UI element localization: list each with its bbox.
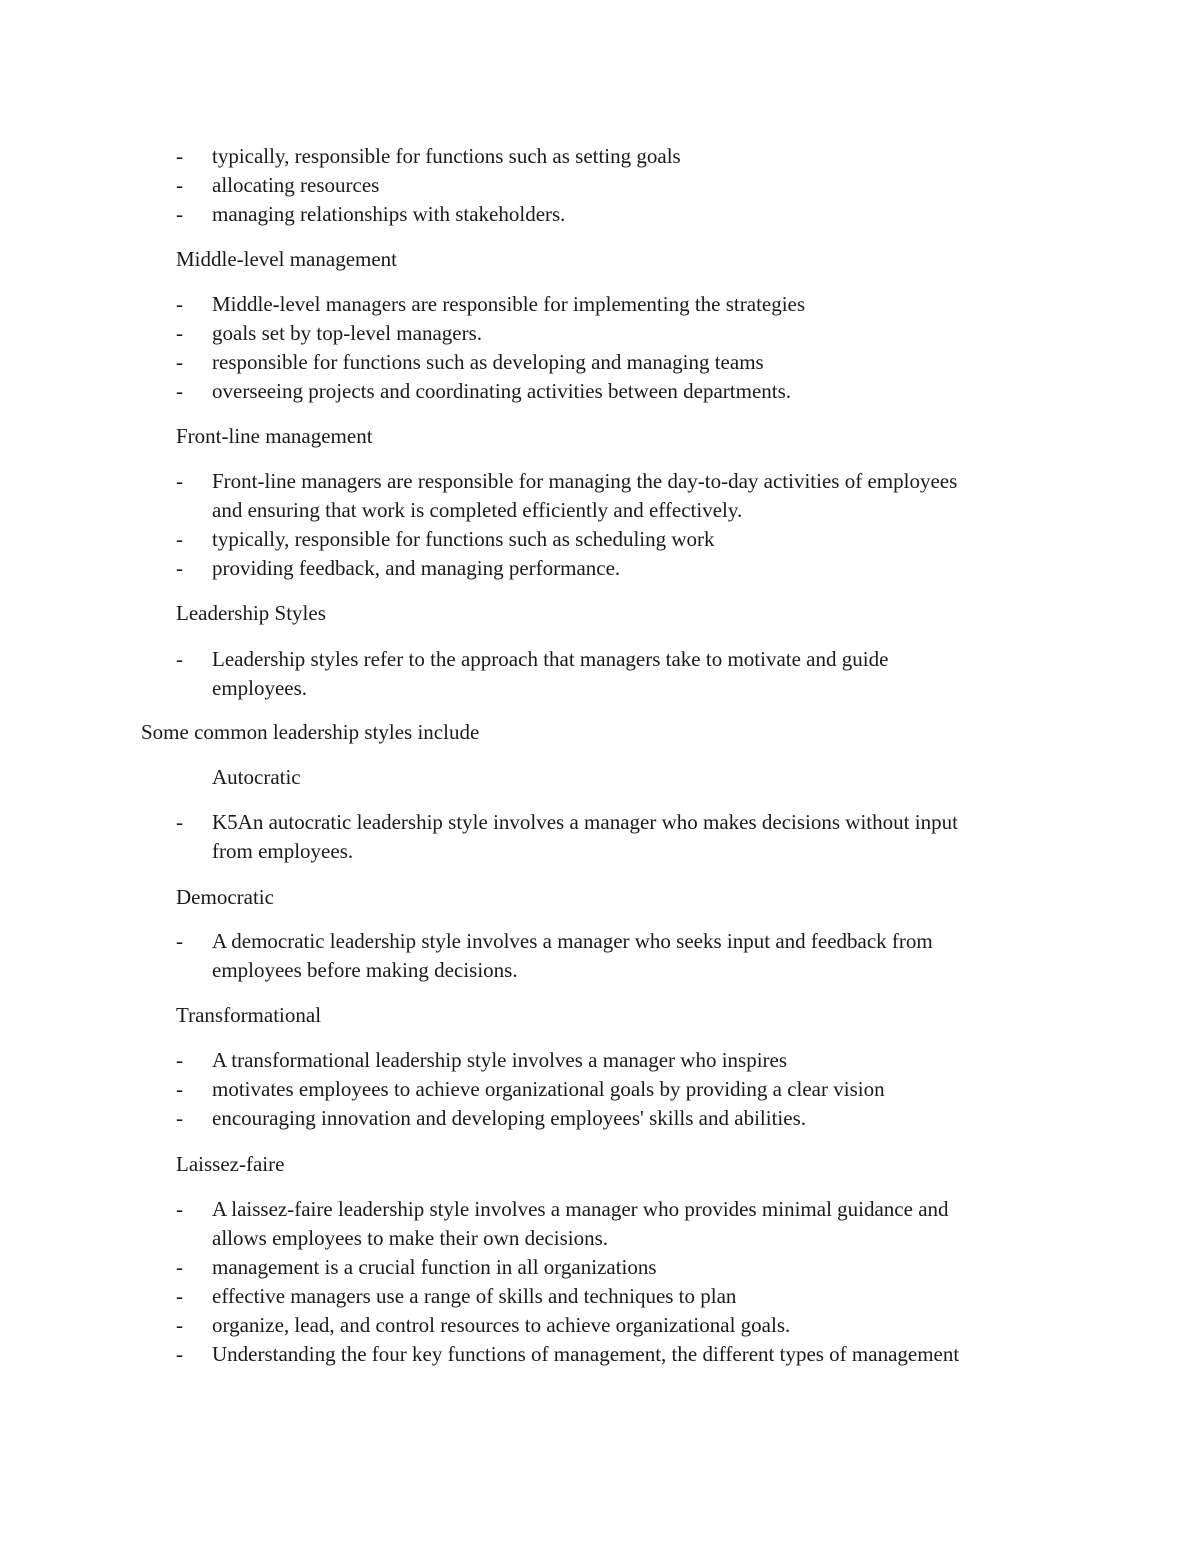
list-item-text: allows employees to make their own decisions.: [212, 1226, 608, 1250]
list-item-text: overseeing projects and coordinating activities between departments.: [212, 379, 792, 403]
list-item: [176, 319, 1076, 348]
bullet-list: [176, 467, 1076, 583]
list-item-text: Front-line managers are responsible for managing the day-to-day activities of employees: [212, 469, 958, 493]
list-item: [176, 1046, 1076, 1075]
dash-bullet-icon: -: [176, 810, 183, 834]
list-item-text: Middle-level managers are responsible for implementing the strategies: [212, 292, 806, 316]
dash-bullet-icon: -: [176, 379, 183, 403]
list-item: [176, 467, 1076, 525]
list-item-text: providing feedback, and managing performance.: [212, 556, 621, 580]
list-item-text: K5An autocratic leadership style involves a manager who makes decisions without input: [212, 810, 958, 834]
section-heading-front-line: Front-line management: [176, 424, 373, 448]
list-item-text: Understanding the four key functions of management, the different types of management: [212, 1342, 960, 1366]
bullet-list: [176, 808, 1076, 866]
dash-bullet-icon: -: [176, 527, 183, 551]
list-item-text: employees before making decisions.: [212, 958, 518, 982]
section-heading-leadership-styles: Leadership Styles: [176, 601, 326, 625]
dash-bullet-icon: -: [176, 647, 183, 671]
list-item-text: A laissez-faire leadership style involves a manager who provides minimal guidance and: [212, 1197, 949, 1221]
dash-bullet-icon: -: [176, 173, 183, 197]
section-heading-middle-level: Middle-level management: [176, 247, 398, 271]
dash-bullet-icon: -: [176, 469, 183, 493]
list-item: [176, 200, 1076, 229]
list-item: [176, 645, 1076, 703]
list-item: [176, 1075, 1076, 1104]
list-item-text: A transformational leadership style involves a manager who inspires: [212, 1048, 788, 1072]
list-item: [176, 927, 1076, 985]
dash-bullet-icon: -: [176, 1077, 183, 1101]
dash-bullet-icon: -: [176, 144, 183, 168]
dash-bullet-icon: -: [176, 321, 183, 345]
dash-bullet-icon: -: [176, 929, 183, 953]
section-heading-transformational: Transformational: [176, 1003, 322, 1027]
list-item-text: typically, responsible for functions such as scheduling work: [212, 527, 715, 551]
list-item: [176, 1340, 1076, 1369]
list-item-text: motivates employees to achieve organizational goals by providing a clear vision: [212, 1077, 885, 1101]
dash-bullet-icon: -: [176, 292, 183, 316]
list-item-text: goals set by top-level managers.: [212, 321, 483, 345]
list-item: [176, 1282, 1076, 1311]
bullet-list: [176, 927, 1076, 985]
bullet-list: [176, 645, 1076, 703]
list-item: [176, 1195, 1076, 1253]
list-item: [176, 377, 1076, 406]
list-item-text: allocating resources: [212, 173, 380, 197]
list-item: [176, 808, 1076, 866]
dash-bullet-icon: -: [176, 1284, 183, 1308]
bullet-list: [176, 1195, 1076, 1369]
list-item-text: employees.: [212, 676, 308, 700]
list-item-text: typically, responsible for functions such as setting goals: [212, 144, 681, 168]
section-heading-common-styles: Some common leadership styles include: [141, 720, 480, 744]
dash-bullet-icon: -: [176, 350, 183, 374]
dash-bullet-icon: -: [176, 1313, 183, 1337]
list-item-text: organize, lead, and control resources to achieve organizational goals.: [212, 1313, 791, 1337]
bullet-list: [176, 1046, 1076, 1133]
dash-bullet-icon: -: [176, 556, 183, 580]
list-item: [176, 554, 1076, 583]
dash-bullet-icon: -: [176, 1197, 183, 1221]
list-item: [176, 142, 1076, 171]
list-item: [176, 1253, 1076, 1282]
list-item-text: encouraging innovation and developing employees' skills and abilities.: [212, 1106, 806, 1130]
list-item-text: responsible for functions such as developing and managing teams: [212, 350, 764, 374]
dash-bullet-icon: -: [176, 1255, 183, 1279]
list-item: [176, 1104, 1076, 1133]
section-heading-democratic: Democratic: [176, 885, 274, 909]
section-heading-laissez-faire: Laissez-faire: [176, 1152, 285, 1176]
list-item: [176, 348, 1076, 377]
dash-bullet-icon: -: [176, 202, 183, 226]
list-item: [176, 290, 1076, 319]
list-item-text: from employees.: [212, 839, 354, 863]
list-item-text: managing relationships with stakeholders.: [212, 202, 566, 226]
list-item-text: and ensuring that work is completed efficiently and effectively.: [212, 498, 743, 522]
list-item-text: Leadership styles refer to the approach that managers take to motivate and guide: [212, 647, 889, 671]
bullet-list: [176, 290, 1076, 406]
list-item: [176, 1311, 1076, 1340]
list-item-text: A democratic leadership style involves a manager who seeks input and feedback from: [212, 929, 933, 953]
dash-bullet-icon: -: [176, 1048, 183, 1072]
list-item-text: management is a crucial function in all organizations: [212, 1255, 657, 1279]
dash-bullet-icon: -: [176, 1342, 183, 1366]
list-item: [176, 525, 1076, 554]
section-heading-autocratic: Autocratic: [212, 765, 301, 789]
list-item-text: effective managers use a range of skills and techniques to plan: [212, 1284, 737, 1308]
bullet-list: [176, 142, 1076, 229]
list-item: [176, 171, 1076, 200]
dash-bullet-icon: -: [176, 1106, 183, 1130]
